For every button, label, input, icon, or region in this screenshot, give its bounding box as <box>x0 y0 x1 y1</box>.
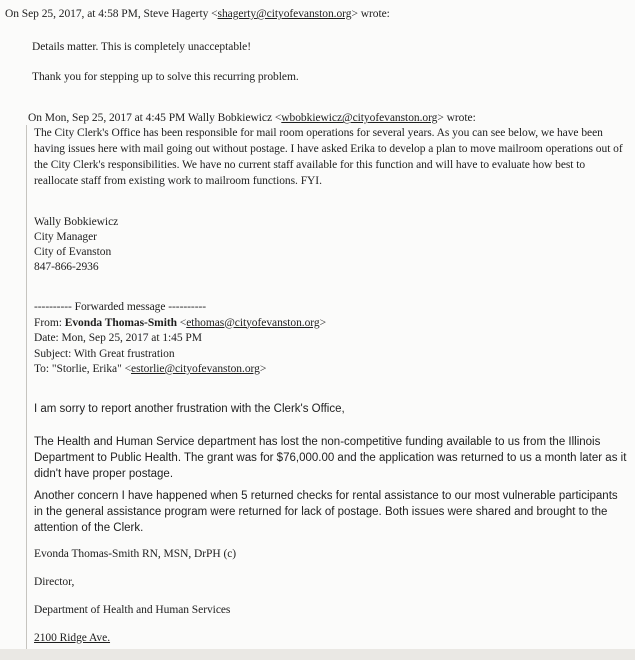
sender-email-link[interactable]: wbobkiewicz@cityofevanston.org <box>281 112 438 124</box>
forwarded-to-line <box>34 362 627 378</box>
to-text: > <box>259 363 267 375</box>
forwarded-divider: ---------- Forwarded message ---------- <box>34 301 207 313</box>
to-email-link[interactable]: estorlie@cityofevanston.org <box>131 363 260 375</box>
address-link[interactable]: 2100 Ridge Ave. <box>34 631 111 644</box>
city-manager-signature <box>34 215 627 275</box>
reply-body-line: Details matter. This is completely unacceptable! <box>32 41 252 53</box>
forwarded-message-header <box>34 300 627 378</box>
sender-email-link[interactable]: shagerty@cityofevanston.org <box>217 8 352 20</box>
attribution-text: > wrote: <box>351 8 390 20</box>
forwarded-body-paragraph: Another concern I have happened when 5 returned checks for rental assistance to our most vulnerable participants in the general assistance program were returned for lack of postage. Both issues were shared and brought to the attention of the Clerk. <box>34 489 618 534</box>
from-text: > <box>319 316 327 329</box>
forwarded-from-line <box>34 316 627 332</box>
director-signature-name: Evonda Thomas-Smith RN, MSN, DrPH (c) <box>34 547 237 560</box>
from-text: < <box>176 316 187 329</box>
signature-phone: 847-866-2936 <box>34 261 99 273</box>
to-text: To: "Storlie, Erika" < <box>34 363 132 375</box>
quoted-message-paragraph: The City Clerk's Office has been responsible for mail room operations for several years. As you can see below, we have been having issues here with mail going out without postage. I have asked Erika to develop a plan to move mailroom operations out of the City Clerk's responsibilities. We have no current staff available for this function and will have to evaluate how best to reallocate staff from existing work to mailroom functions. FYI. <box>34 127 623 187</box>
from-label: From: <box>34 316 65 329</box>
director-signature-address-line <box>34 631 627 645</box>
forwarded-body-paragraph: I am sorry to report another frustration with the Clerk's Office, <box>34 402 345 415</box>
from-email-link[interactable]: ethomas@cityofevanston.org <box>186 316 320 329</box>
from-name: Evonda Thomas-Smith <box>64 316 177 329</box>
signature-title: City Manager <box>34 231 97 243</box>
director-signature-dept: Department of Health and Human Services <box>34 603 231 616</box>
attribution-text: On Mon, Sep 25, 2017 at 4:45 PM Wally Bobkiewicz < <box>28 112 282 124</box>
signature-name: Wally Bobkiewicz <box>34 216 119 228</box>
reply-body-line: Thank you for stepping up to solve this recurring problem. <box>32 71 299 83</box>
quoted-attribution-line <box>28 111 627 125</box>
forwarded-subject-line: Subject: With Great frustration <box>34 347 175 360</box>
attribution-text: On Sep 25, 2017, at 4:58 PM, Steve Hagerty < <box>5 8 218 20</box>
forwarded-body-paragraph: The Health and Human Service department has lost the non-competitive funding available to us from the Illinois Department to Public Health. The grant was for $76,000.00 and the application was returned to us a month later as it didn't have proper postage. <box>34 435 627 480</box>
director-signature-title: Director, <box>34 575 75 588</box>
reply-body <box>32 40 627 84</box>
scan-edge-artifact <box>0 649 635 660</box>
quoted-message-block <box>26 125 627 660</box>
signature-org: City of Evanston <box>34 246 112 258</box>
attribution-text: > wrote: <box>437 112 476 124</box>
forwarded-date-line: Date: Mon, Sep 25, 2017 at 1:45 PM <box>34 332 202 344</box>
reply-attribution-line <box>5 7 627 21</box>
